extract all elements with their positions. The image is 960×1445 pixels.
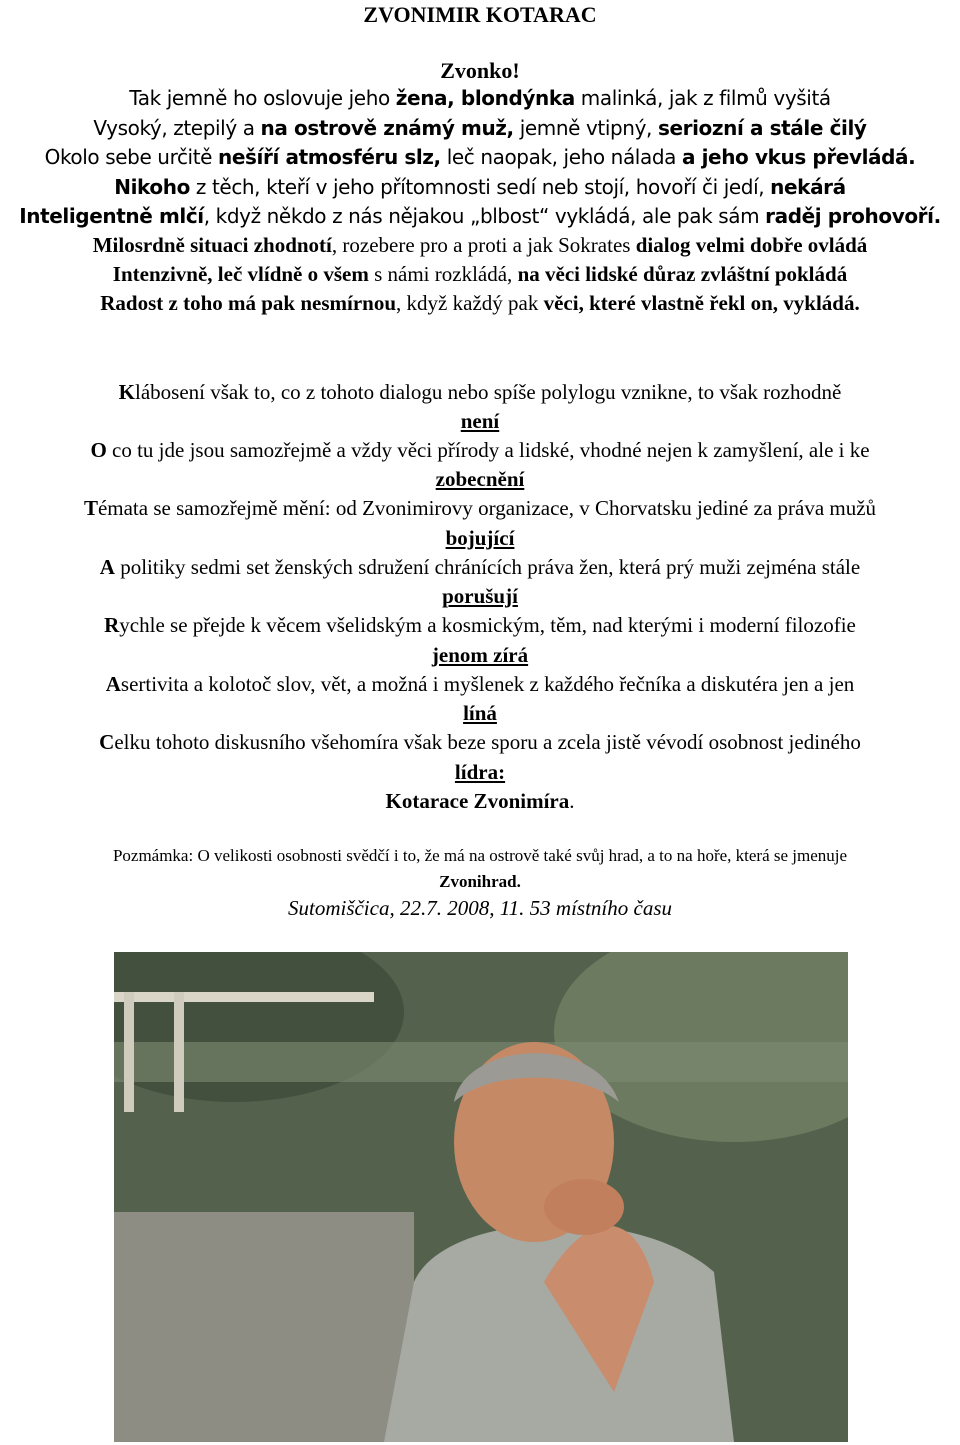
footnote: Pozmámka: O velikosti osobnosti svědčí i to, že má na ostrově také svůj hrad, a to na hoře, která se jmenuje (112, 846, 848, 865)
poem-opening: Zvonko! (440, 58, 520, 83)
stanza2-key-6: líná (463, 701, 497, 725)
poem-line-8: Radost z toho má pak nesmírnou, když každý pak věci, které vlastně řekl on, vykládá. (100, 291, 860, 315)
poem-line-2: Vysoký, ztepilý a na ostrově známý muž, jemně vtipný, seriozní a stále čilý (93, 116, 867, 140)
stanza2-key-2: zobecnění (435, 467, 525, 491)
page-title: ZVONIMIR KOTARAC (363, 2, 597, 27)
portrait-photo (114, 952, 848, 1442)
poem-line-7: Intenzivně, leč vlídně o všem s námi rozkládá, na věci lidské důraz zvláštní pokládá (112, 262, 848, 286)
poem-line-3: Okolo sebe určitě nešíří atmosféru slz, leč naopak, jeho nálada a jeho vkus převládá. (44, 145, 916, 169)
stanza2-key-1: není (460, 409, 500, 433)
poem-line-1: Tak jemně ho oslovuje jeho žena, blondýnka malinká, jak z filmů vyšitá (129, 86, 831, 110)
stanza2-line-1: Klábosení však to, co z tohoto dialogu nebo spíše polylogu vznikne, to však rozhodně (118, 380, 842, 404)
stanza2-key-7: lídra: (454, 760, 506, 784)
stanza2-line-5: Rychle se přejde k věcem všelidským a kosmickým, těm, nad kterými i moderní filozofie (104, 613, 856, 637)
poem-line-6: Milosrdně situaci zhodnotí, rozebere pro a proti a jak Sokrates dialog velmi dobře ovládá (92, 233, 868, 257)
stanza2-line-6: Asertivita a kolotoč slov, vět, a možná i myšlenek z každého řečníka a diskutéra jen a jen (105, 672, 855, 696)
poem-line-4: Nikoho z těch, kteří v jeho přítomnosti sedí neb stojí, hovoří či jedí, nekárá (114, 175, 846, 199)
stanza2-key-4: porušují (442, 584, 518, 608)
stanza2-line-2: O co tu jde jsou samozřejmě a vždy věci přírody a lidské, vhodné nejen k zamyšlení, ale i ke (90, 438, 870, 462)
poem-line-5: Inteligentně mlčí, když někdo z nás nějakou „blbost“ vykládá, ale pak sám raděj prohovoří. (19, 204, 941, 228)
place-date: Sutomiščica, 22.7. 2008, 11. 53 místního času (287, 896, 672, 920)
stanza2-key-3: bojující (445, 526, 515, 550)
footnote-castle: Zvonihrad. (439, 872, 521, 891)
stanza2-line-3: Témata se samozřejmě mění: od Zvonimirovy organizace, v Chorvatsku jediné za práva mužů (83, 496, 877, 520)
stanza2-line-7: Celku tohoto diskusního všehomíra však beze sporu a zcela jistě vévodí osobnost jediného (99, 730, 861, 754)
stanza2-key-5: jenom zírá (431, 643, 529, 667)
portrait-photo-icon (114, 952, 848, 1442)
stanza2-line-4: A politiky sedmi set ženských sdružení chránících práva žen, která prý muži zejména stále (99, 555, 861, 579)
closing-name: Kotarace Zvonimíra. (385, 789, 575, 813)
